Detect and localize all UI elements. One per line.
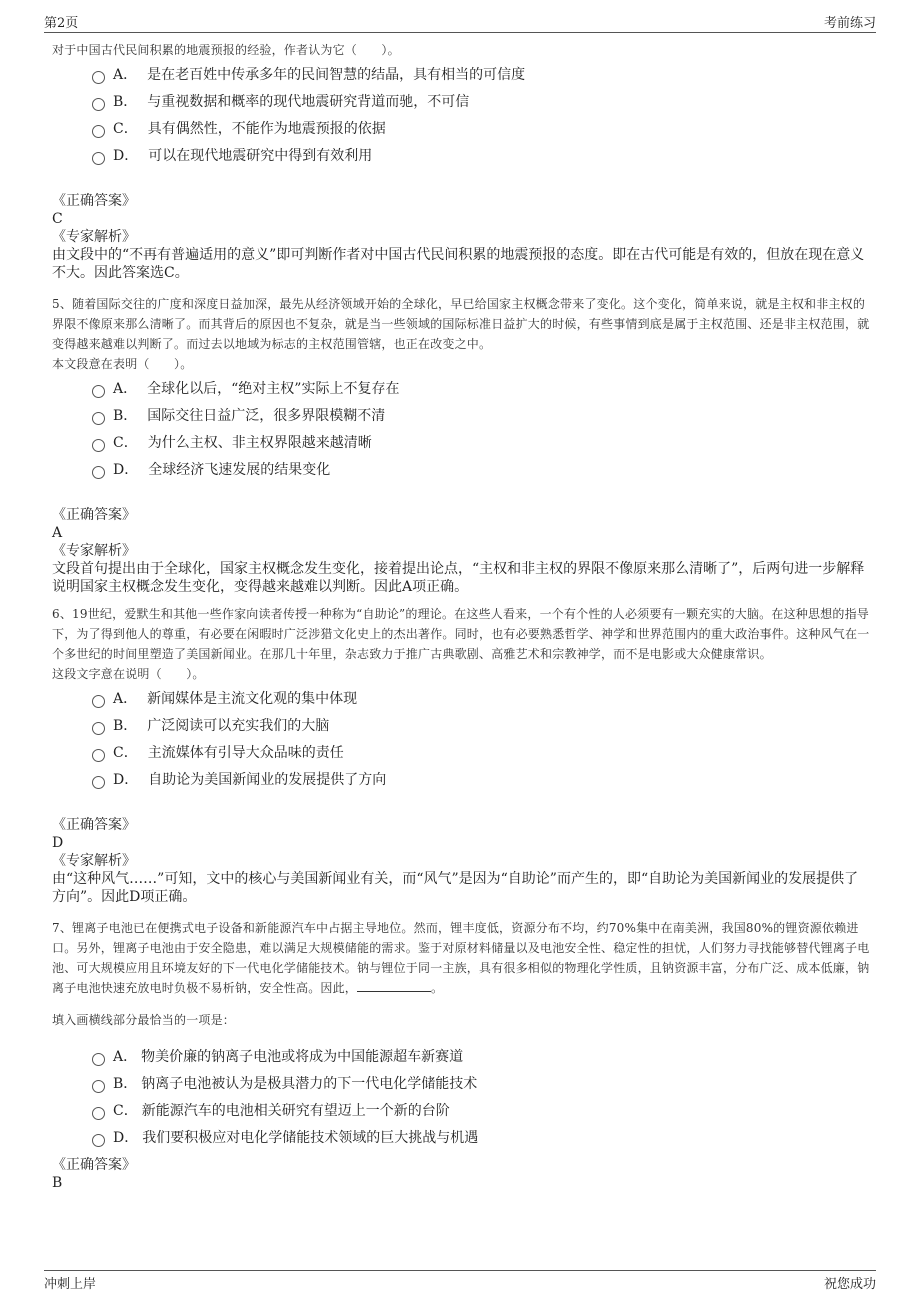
options-list — [92, 62, 870, 170]
radio-icon[interactable] — [92, 412, 105, 425]
option-text: 新能源汽车的电池相关研究有望迈上一个新的台阶 — [141, 1103, 450, 1119]
option-key: D． — [113, 462, 139, 478]
option-b[interactable] — [92, 1071, 870, 1098]
radio-icon[interactable] — [92, 1080, 105, 1093]
option-a[interactable] — [92, 1044, 870, 1071]
option-d[interactable] — [92, 1125, 870, 1152]
option-d[interactable] — [92, 143, 870, 170]
option-key: C． — [113, 1103, 138, 1119]
option-key: B． — [113, 94, 138, 110]
option-b[interactable] — [92, 89, 870, 116]
option-text: 新闻媒体是主流文化观的集中体现 — [147, 691, 358, 707]
option-text: 全球化以后，“绝对主权”实际上不复存在 — [147, 381, 400, 397]
options-list — [92, 686, 870, 794]
radio-icon[interactable] — [92, 71, 105, 84]
option-c[interactable] — [92, 1098, 870, 1125]
answer-label: 《正确答案》 — [52, 817, 136, 833]
answer-label: 《正确答案》 — [52, 507, 136, 523]
answer-label: 《正确答案》 — [52, 193, 136, 209]
page-header — [44, 12, 876, 33]
question-5 — [52, 294, 870, 596]
option-key: B． — [113, 718, 138, 734]
passage-end: 。 — [431, 981, 444, 995]
option-text: 具有偶然性，不能作为地震预报的依据 — [147, 121, 386, 137]
radio-icon[interactable] — [92, 152, 105, 165]
options-list — [92, 376, 870, 484]
analysis-text: 由“这种风气……”可知，文中的核心与美国新闻业有关，而“风气”是因为“自助论”而产生的，即“自助论为美国新闻业的发展提供了方向”。因此D项正确。 — [52, 871, 859, 905]
page-number: 第2页 — [44, 16, 79, 31]
radio-icon[interactable] — [92, 749, 105, 762]
analysis-label: 《专家解析》 — [52, 229, 136, 245]
option-b[interactable] — [92, 713, 870, 740]
radio-icon[interactable] — [92, 385, 105, 398]
page-content — [52, 40, 870, 1192]
option-text: 自助论为美国新闻业的发展提供了方向 — [148, 772, 387, 788]
footer-right-text: 祝您成功 — [823, 1277, 876, 1292]
option-key: B． — [113, 1076, 138, 1092]
option-key: C． — [113, 745, 138, 761]
answer-label: 《正确答案》 — [52, 1157, 136, 1173]
option-text: 与重视数据和概率的现代地震研究背道而驰，不可信 — [147, 94, 470, 110]
option-text: 全球经济飞速发展的结果变化 — [148, 462, 331, 478]
option-text: 钠离子电池被认为是极具潜力的下一代电化学储能技术 — [141, 1076, 478, 1092]
question-passage — [52, 918, 870, 998]
answer-value: C — [52, 211, 63, 227]
question-stem: 这段文字意在说明（ ）。 — [52, 667, 205, 681]
question-stem: 对于中国古代民间积累的地震预报的经验，作者认为它（ ）。 — [52, 43, 400, 57]
options-list — [92, 1044, 870, 1152]
option-key: D． — [113, 148, 139, 164]
option-c[interactable] — [92, 116, 870, 143]
question-6 — [52, 604, 870, 906]
option-key: A． — [113, 381, 138, 397]
question-passage: 5、随着国际交往的广度和深度日益加深，最先从经济领域开始的全球化，早已给国家主权概念带来了变化。这个变化，简单来说，就是主权和非主权的界限不像原来那么清晰了。而其背后的原因也不复杂，就是当一些领域的国际标准日益扩大的时候，有些事情到底是属于主权范围、还是非主权范围，就变得越来越难以判断了。而过去以地域为标志的主权范围管辖，也正在改变之中。 — [52, 297, 870, 351]
option-b[interactable] — [92, 403, 870, 430]
option-text: 国际交往日益广泛，很多界限模糊不清 — [147, 408, 386, 424]
option-text: 是在老百姓中传承多年的民间智慧的结晶，具有相当的可信度 — [147, 67, 526, 83]
radio-icon[interactable] — [92, 466, 105, 479]
radio-icon[interactable] — [92, 1107, 105, 1120]
option-d[interactable] — [92, 457, 870, 484]
option-text: 为什么主权、非主权界限越来越清晰 — [147, 435, 372, 451]
question-4 — [52, 40, 870, 282]
analysis-text: 文段首句提出由于全球化，国家主权概念发生变化，接着提出论点，“主权和非主权的界限不像原来那么清晰了”，后两句进一步解释说明国家主权概念发生变化，变得越来越难以判断。因此A项正确。 — [52, 561, 865, 595]
option-key: A． — [113, 67, 138, 83]
radio-icon[interactable] — [92, 695, 105, 708]
radio-icon[interactable] — [92, 125, 105, 138]
option-c[interactable] — [92, 430, 870, 457]
question-stem: 填入画横线部分最恰当的一项是： — [52, 1013, 236, 1027]
radio-icon[interactable] — [92, 722, 105, 735]
option-a[interactable] — [92, 376, 870, 403]
option-text: 我们要积极应对电化学储能技术领域的巨大挑战与机遇 — [142, 1130, 479, 1146]
answer-value: A — [52, 525, 63, 541]
radio-icon[interactable] — [92, 1134, 105, 1147]
option-key: C． — [113, 435, 138, 451]
option-key: D． — [113, 772, 139, 788]
analysis-text: 由文段中的“不再有普遍适用的意义”即可判断作者对中国古代民间积累的地震预报的态度。即在古代可能是有效的，但放在现在意义不大。因此答案选C。 — [52, 247, 865, 281]
question-passage: 6、19世纪，爱默生和其他一些作家向读者传授一种称为“自助论”的理论。在这些人看来，一个有个性的人必须要有一颗充实的大脑。在这种思想的指导下，为了得到他人的尊重，有必要在闲暇时广泛涉猎文化史上的杰出著作。同时，也有必要熟悉哲学、神学和世界范围内的重大政治事件。这种风气在一个多世纪的时间里塑造了美国新闻业。在那几十年里，杂志致力于推广古典歌剧、高雅艺术和宗教神学，而不是电影或大众健康常识。 — [52, 607, 870, 661]
question-stem: 本文段意在表明（ ）。 — [52, 357, 193, 371]
option-c[interactable] — [92, 740, 870, 767]
option-text: 主流媒体有引导大众品味的责任 — [147, 745, 344, 761]
option-key: C． — [113, 121, 138, 137]
radio-icon[interactable] — [92, 776, 105, 789]
option-key: A． — [113, 1049, 138, 1065]
passage-text: 7、锂离子电池已在便携式电子设备和新能源汽车中占据主导地位。然而，锂丰度低，资源分布不均，约70%集中在南美洲，我国80%的锂资源依赖进口。另外，锂离子电池由于安全隐患，难以满足大规模储能的需求。鉴于对原材料储量以及电池安全性、稳定性的担忧，人们努力寻找能够替代锂离子电池、可大规模应用且环境友好的下一代电化学储能技术。钠与锂位于同一主族，具有很多相似的物理化学性质，且钠资源丰富，分布广泛、成本低廉，钠离子电池快速充放电时负极不易析钠，安全性高。因此， — [52, 921, 870, 995]
analysis-label: 《专家解析》 — [52, 853, 136, 869]
radio-icon[interactable] — [92, 439, 105, 452]
option-a[interactable] — [92, 686, 870, 713]
analysis-label: 《专家解析》 — [52, 543, 136, 559]
answer-value: B — [52, 1175, 63, 1191]
option-d[interactable] — [92, 767, 870, 794]
page-footer — [44, 1270, 876, 1293]
header-title: 考前练习 — [823, 16, 876, 31]
question-7 — [52, 918, 870, 1192]
radio-icon[interactable] — [92, 98, 105, 111]
option-key: A． — [113, 691, 138, 707]
fill-blank-line — [357, 979, 431, 992]
option-text: 物美价廉的钠离子电池或将成为中国能源超车新赛道 — [141, 1049, 464, 1065]
option-key: B． — [113, 408, 138, 424]
footer-left-text: 冲刺上岸 — [44, 1277, 97, 1292]
option-a[interactable] — [92, 62, 870, 89]
option-key: D． — [113, 1130, 139, 1146]
radio-icon[interactable] — [92, 1053, 105, 1066]
answer-value: D — [52, 835, 64, 851]
option-text: 广泛阅读可以充实我们的大脑 — [147, 718, 330, 734]
option-text: 可以在现代地震研究中得到有效利用 — [148, 148, 373, 164]
